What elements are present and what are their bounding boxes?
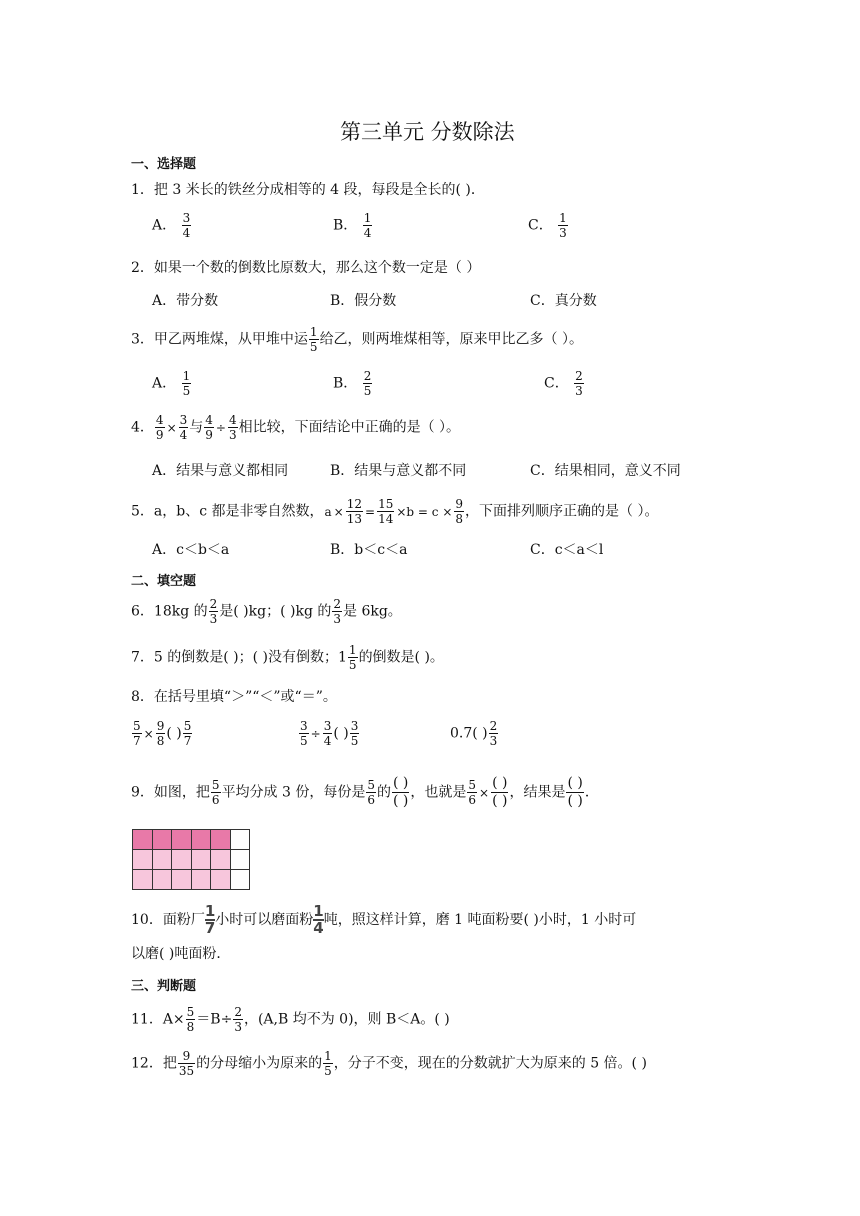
text-segment: ． bbox=[584, 784, 599, 801]
fraction-grid-figure bbox=[132, 829, 250, 890]
denominator: 5 bbox=[350, 734, 359, 748]
decimal-value: 0.7 bbox=[450, 725, 473, 742]
numerator: 5 bbox=[183, 719, 192, 733]
denominator: 4 bbox=[182, 226, 191, 240]
denominator: 4 bbox=[323, 734, 332, 748]
fraction bbox=[233, 1005, 243, 1034]
grid-cell-shaded-dark bbox=[172, 830, 192, 850]
fraction-image bbox=[205, 904, 215, 936]
question-6-text bbox=[131, 597, 402, 626]
fraction bbox=[228, 413, 238, 442]
numerator-blank[interactable]: ( ) bbox=[492, 775, 508, 791]
question-9-text bbox=[131, 775, 599, 810]
answer-blank[interactable]: ( ) bbox=[472, 725, 488, 742]
fraction bbox=[348, 643, 358, 672]
grid-cell-empty bbox=[230, 850, 250, 870]
numerator: 9 bbox=[156, 719, 165, 733]
numerator: 4 bbox=[228, 413, 237, 427]
numerator: 1 bbox=[204, 902, 216, 920]
grid-row bbox=[133, 850, 250, 870]
numerator: 1 bbox=[309, 325, 318, 339]
question-11-text bbox=[131, 1005, 450, 1034]
fraction bbox=[211, 778, 221, 807]
fraction bbox=[209, 597, 219, 626]
denominator: 8 bbox=[455, 512, 464, 526]
text-segment-with-blanks[interactable]: 是( )kg；( )kg 的 bbox=[219, 603, 332, 620]
question-3-option-a[interactable] bbox=[152, 369, 192, 398]
question-4-text bbox=[131, 413, 460, 442]
question-3-option-b[interactable] bbox=[333, 369, 373, 398]
fraction bbox=[558, 211, 568, 240]
denominator: 3 bbox=[559, 226, 567, 240]
option-label: C． bbox=[544, 375, 569, 392]
numerator: 3 bbox=[182, 211, 191, 225]
numerator: 2 bbox=[333, 597, 341, 611]
denominator: 7 bbox=[133, 734, 141, 748]
question-2-text: 2．如果一个数的倒数比原数大，那么这个数一定是（ ） bbox=[131, 260, 481, 276]
question-5-option-a[interactable]: A．c＜b＜a bbox=[152, 542, 230, 558]
fraction bbox=[574, 369, 584, 398]
fraction bbox=[183, 719, 193, 748]
grid-cell-shaded-light bbox=[152, 850, 172, 870]
question-8-expression-3[interactable] bbox=[450, 719, 499, 748]
text-segment: ，下面排列顺序正确的是（ ）。 bbox=[465, 503, 659, 520]
question-4-option-a[interactable]: A．结果与意义都相同 bbox=[152, 463, 289, 479]
numerator: 5 bbox=[186, 1005, 195, 1019]
text-segment: 的 bbox=[377, 784, 392, 801]
denominator: 5 bbox=[324, 1064, 332, 1078]
fraction bbox=[132, 719, 142, 748]
numerator: 9 bbox=[182, 1049, 191, 1063]
operator: ÷ bbox=[215, 420, 226, 435]
numerator-blank[interactable]: ( ) bbox=[567, 775, 583, 791]
answer-blank[interactable]: ( ) bbox=[333, 725, 349, 742]
denominator: 9 bbox=[205, 428, 213, 442]
question-3-text bbox=[131, 325, 583, 354]
numerator: 1 bbox=[182, 369, 191, 383]
numerator: 1 bbox=[324, 1049, 332, 1063]
denominator: 8 bbox=[156, 734, 165, 748]
text-segment: 11．A× bbox=[131, 1011, 185, 1028]
option-label: C． bbox=[528, 217, 553, 234]
fraction bbox=[178, 1049, 195, 1078]
text-segment-with-blank[interactable]: ，分子不变，现在的分数就扩大为原来的 5 倍。( ) bbox=[333, 1055, 647, 1072]
answer-fraction-blank[interactable] bbox=[566, 775, 583, 810]
grid-cell-shaded-light bbox=[191, 850, 211, 870]
grid-cell-shaded-dark bbox=[133, 830, 153, 850]
fraction bbox=[323, 719, 333, 748]
fraction bbox=[350, 719, 360, 748]
denominator: 6 bbox=[367, 793, 376, 807]
question-5-text bbox=[131, 497, 658, 526]
numerator: 9 bbox=[455, 497, 464, 511]
numerator: 5 bbox=[367, 778, 376, 792]
text-segment: 10．面粉厂 bbox=[131, 912, 205, 928]
denominator: 3 bbox=[234, 1020, 242, 1034]
fraction bbox=[377, 497, 394, 526]
question-7-text bbox=[131, 643, 444, 672]
numerator: 2 bbox=[489, 719, 498, 733]
question-1-option-c[interactable] bbox=[528, 211, 569, 240]
grid-cell-shaded-light bbox=[172, 850, 192, 870]
numerator: 15 bbox=[378, 497, 394, 511]
denominator: 3 bbox=[489, 734, 498, 748]
operator: × bbox=[333, 504, 344, 519]
grid-cell-shaded-light bbox=[152, 870, 172, 890]
numerator: 2 bbox=[234, 1005, 242, 1019]
denominator: 3 bbox=[333, 612, 341, 626]
denominator-blank[interactable]: ( ) bbox=[393, 793, 409, 809]
text-segment: 5．a，b、c 都是非零自然数， bbox=[131, 503, 324, 520]
fraction bbox=[363, 369, 373, 398]
grid-cell-shaded-light bbox=[133, 850, 153, 870]
text-segment: ，结果是 bbox=[509, 784, 566, 801]
text-segment: 3．甲乙两堆煤，从甲堆中运 bbox=[131, 331, 308, 348]
text-segment: ＝B÷ bbox=[196, 1011, 233, 1028]
text-segment: 平均分成 3 份，每份是 bbox=[221, 784, 366, 801]
fraction bbox=[186, 1005, 196, 1034]
numerator: 2 bbox=[209, 597, 218, 611]
numerator: 12 bbox=[346, 497, 363, 511]
question-5-option-b[interactable]: B．b＜c＜a bbox=[330, 542, 408, 558]
fraction-image bbox=[313, 904, 323, 936]
fraction bbox=[182, 211, 192, 240]
fraction bbox=[363, 211, 373, 240]
question-4-option-c[interactable]: C．结果相同，意义不同 bbox=[530, 463, 681, 479]
denominator: 5 bbox=[363, 384, 372, 398]
question-1-option-b[interactable] bbox=[333, 211, 373, 240]
question-5-option-c[interactable]: C．c＜a＜l bbox=[530, 542, 604, 558]
question-4-option-b[interactable]: B．结果与意义都不同 bbox=[330, 463, 467, 479]
numerator: 3 bbox=[323, 719, 332, 733]
text-segment: 9．如图，把 bbox=[131, 784, 210, 801]
denominator: 5 bbox=[300, 734, 308, 748]
numerator: 3 bbox=[350, 719, 359, 733]
denominator: 5 bbox=[182, 384, 191, 398]
denominator: 7 bbox=[204, 919, 216, 937]
question-8-expression-1[interactable] bbox=[131, 719, 193, 748]
numerator: 2 bbox=[363, 369, 372, 383]
numerator: 1 bbox=[363, 211, 372, 225]
text-segment-with-blanks[interactable]: 7．5 的倒数是( )；( )没有倒数；1 bbox=[131, 649, 347, 666]
fraction bbox=[309, 325, 319, 354]
text-segment-with-blank[interactable]: ，(A,B 均不为 0)，则 B＜A。( ) bbox=[243, 1011, 450, 1028]
grid-cell-shaded-light bbox=[211, 850, 231, 870]
operator: ÷ bbox=[310, 726, 321, 741]
text-segment: 的分母缩小为原来的 bbox=[196, 1055, 323, 1072]
denominator: 7 bbox=[183, 734, 192, 748]
denominator: 4 bbox=[363, 226, 372, 240]
grid-cell-shaded-light bbox=[191, 870, 211, 890]
operator: × bbox=[479, 785, 490, 800]
grid-cell-shaded-dark bbox=[191, 830, 211, 850]
option-label: A． bbox=[152, 375, 177, 392]
denominator-blank[interactable]: ( ) bbox=[492, 793, 508, 809]
fraction bbox=[346, 497, 363, 526]
question-10-text bbox=[131, 904, 636, 936]
question-1-option-a[interactable] bbox=[152, 211, 192, 240]
operator: × bbox=[143, 726, 154, 741]
section-heading-judge: 三、判断题 bbox=[131, 979, 197, 994]
fraction bbox=[489, 719, 499, 748]
answer-fraction-blank[interactable] bbox=[392, 775, 409, 810]
section-heading-choice: 一、选择题 bbox=[131, 157, 197, 172]
fraction bbox=[182, 369, 192, 398]
question-12-text bbox=[131, 1049, 647, 1078]
operator: = bbox=[365, 504, 376, 519]
fraction bbox=[366, 778, 376, 807]
denominator: 3 bbox=[209, 612, 218, 626]
grid-cell-empty bbox=[230, 830, 250, 850]
text-segment: 小时可以磨面粉 bbox=[215, 912, 314, 928]
numerator-blank[interactable]: ( ) bbox=[393, 775, 409, 791]
fraction bbox=[454, 497, 464, 526]
question-2-option-b[interactable]: B．假分数 bbox=[330, 293, 397, 309]
section-heading-fill: 二、填空题 bbox=[131, 574, 197, 589]
numerator: 5 bbox=[133, 719, 141, 733]
numerator: 4 bbox=[205, 413, 213, 427]
text-segment-with-blanks[interactable]: 的倒数是( )。 bbox=[358, 649, 444, 666]
numerator: 1 bbox=[348, 643, 357, 657]
denominator: 8 bbox=[186, 1020, 195, 1034]
denominator: 3 bbox=[228, 428, 237, 442]
variable: a bbox=[324, 504, 332, 519]
fraction bbox=[179, 413, 189, 442]
denominator: 6 bbox=[211, 793, 220, 807]
text-segment: 是 6kg。 bbox=[343, 603, 402, 620]
denominator: 4 bbox=[313, 919, 324, 937]
fraction bbox=[156, 719, 166, 748]
question-8-text: 8．在括号里填“＞”“＜”或“＝”。 bbox=[131, 689, 337, 705]
question-number: 4． bbox=[131, 419, 154, 436]
option-label: B． bbox=[333, 217, 358, 234]
text-segment: 与 bbox=[189, 419, 204, 436]
numerator: 5 bbox=[211, 778, 220, 792]
text-segment: 相比较，下面结论中正确的是（ ）。 bbox=[238, 419, 461, 436]
numerator: 4 bbox=[155, 413, 164, 427]
operator: × bbox=[166, 420, 177, 435]
text-segment: ，也就是 bbox=[410, 784, 467, 801]
text-segment: 6．18kg 的 bbox=[131, 603, 208, 620]
question-8-expression-2[interactable] bbox=[298, 719, 360, 748]
grid-cell-shaded-dark bbox=[211, 830, 231, 850]
denominator: 3 bbox=[575, 384, 583, 398]
denominator: 13 bbox=[346, 512, 363, 526]
text-segment: 12．把 bbox=[131, 1055, 177, 1072]
question-3-option-c[interactable] bbox=[544, 369, 585, 398]
grid-cell-shaded-light bbox=[172, 870, 192, 890]
numerator: 2 bbox=[575, 369, 583, 383]
numerator: 5 bbox=[468, 778, 477, 792]
question-2-option-c[interactable]: C．真分数 bbox=[530, 293, 597, 309]
question-10-text-line-2[interactable]: 以磨( )吨面粉． bbox=[131, 946, 231, 962]
fraction bbox=[204, 413, 214, 442]
denominator: 6 bbox=[468, 793, 477, 807]
question-2-option-a[interactable]: A．带分数 bbox=[152, 293, 219, 309]
denominator-blank[interactable]: ( ) bbox=[567, 793, 583, 809]
grid-row bbox=[133, 830, 250, 850]
grid-cell-shaded-light bbox=[211, 870, 231, 890]
denominator: 5 bbox=[309, 340, 318, 354]
denominator: 5 bbox=[348, 658, 357, 672]
page-title: 第三单元 分数除法 bbox=[340, 120, 515, 144]
grid-cell-empty bbox=[230, 870, 250, 890]
numerator: 1 bbox=[559, 211, 567, 225]
answer-fraction-blank[interactable] bbox=[491, 775, 508, 810]
option-label: A． bbox=[152, 217, 177, 234]
numerator: 3 bbox=[300, 719, 308, 733]
answer-blank[interactable]: ( ) bbox=[166, 725, 182, 742]
numerator: 3 bbox=[179, 413, 188, 427]
denominator: 9 bbox=[155, 428, 164, 442]
fraction bbox=[155, 413, 165, 442]
text-segment: 给乙，则两堆煤相等，原来甲比乙多（ ）。 bbox=[319, 331, 584, 348]
option-label: B． bbox=[333, 375, 358, 392]
denominator: 35 bbox=[178, 1064, 195, 1078]
fraction bbox=[332, 597, 342, 626]
operator: ×b = c × bbox=[396, 504, 453, 519]
text-segment-with-blank[interactable]: 吨，照这样计算，磨 1 吨面粉要( )小时，1 小时可 bbox=[323, 912, 637, 928]
question-1-text: 1．把 3 米长的铁丝分成相等的 4 段，每段是全长的( )． bbox=[131, 182, 485, 198]
denominator: 14 bbox=[378, 512, 394, 526]
fraction bbox=[467, 778, 477, 807]
fraction bbox=[299, 719, 309, 748]
denominator: 4 bbox=[179, 428, 188, 442]
grid-cell-shaded-light bbox=[133, 870, 153, 890]
fraction bbox=[323, 1049, 333, 1078]
numerator: 1 bbox=[313, 902, 324, 920]
grid-cell-shaded-dark bbox=[152, 830, 172, 850]
grid-row bbox=[133, 870, 250, 890]
